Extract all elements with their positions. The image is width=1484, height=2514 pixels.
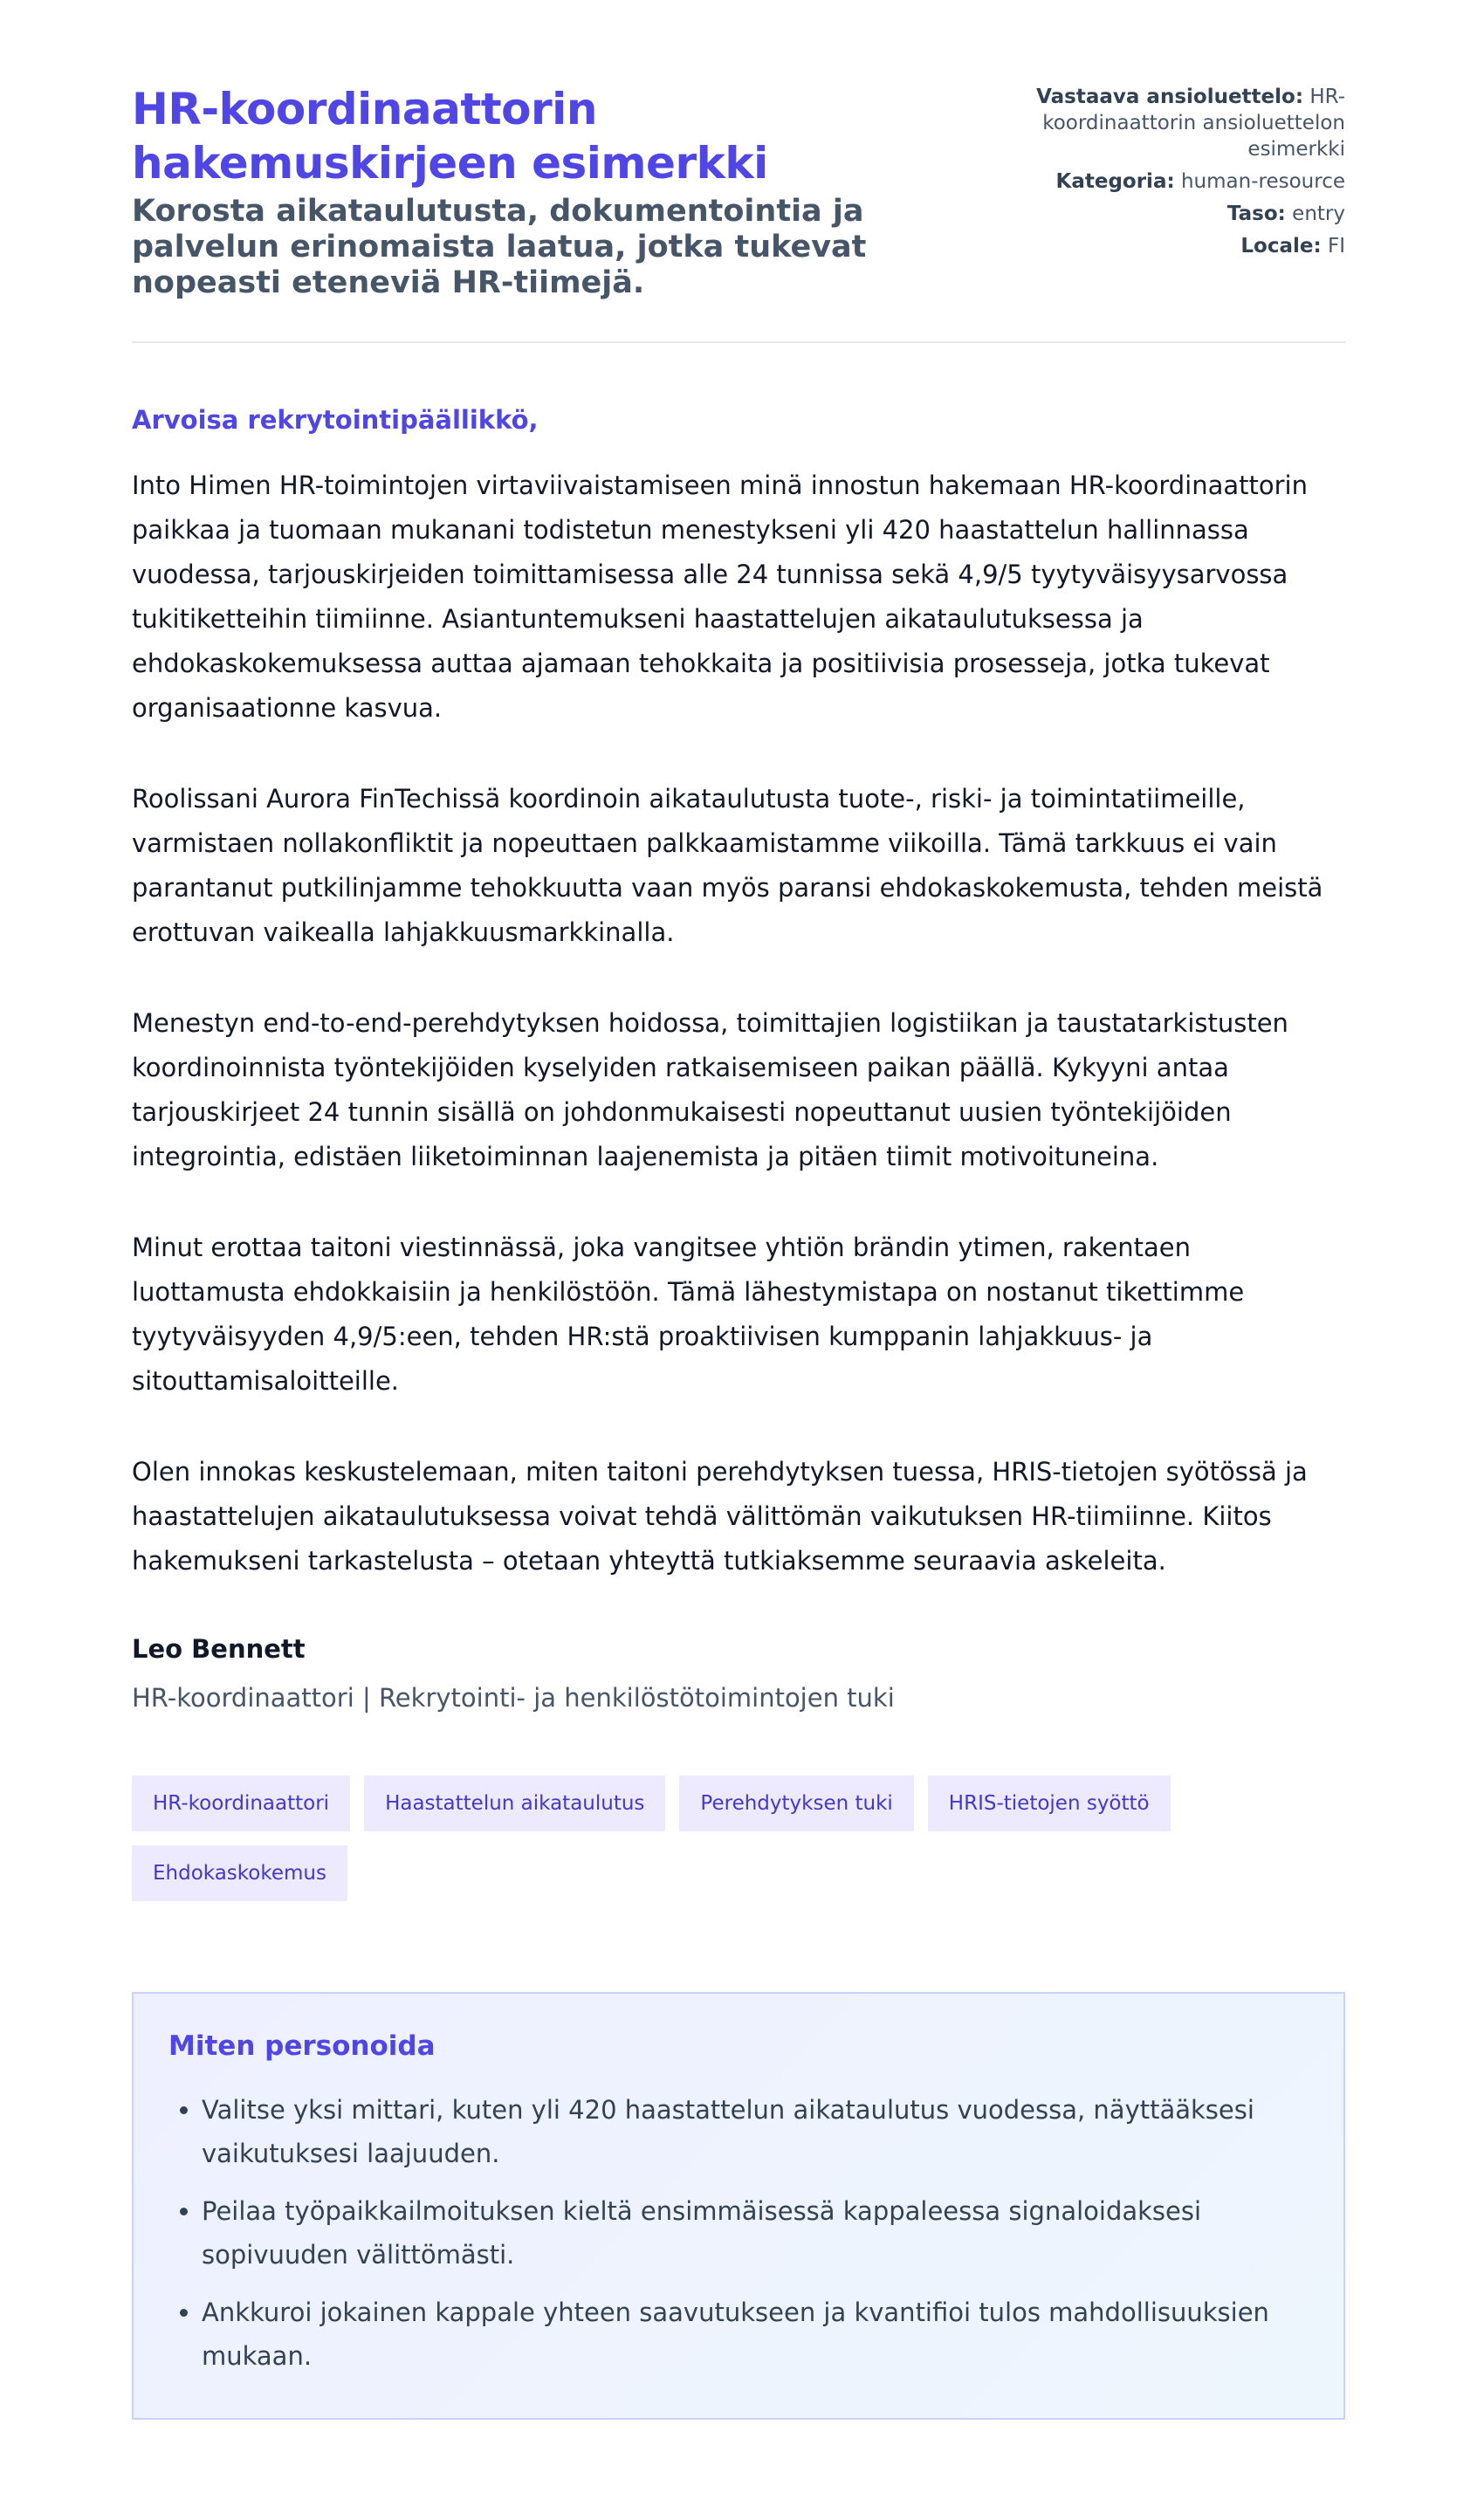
skill-tag: HRIS-tietojen syöttö — [928, 1776, 1171, 1831]
page-title: HR-koordinaattorin hakemuskirjeen esimerkki — [132, 84, 768, 189]
meta-category — [1031, 168, 1345, 195]
letter-body — [132, 464, 1345, 1583]
skill-tag: Ehdokaskokemus — [132, 1845, 347, 1901]
letter-paragraph: Olen innokas keskustelemaan, miten taitoni perehdytyksen tuessa, HRIS-tietojen syötössä ja haastattelujen aikataulutuksessa voivat tehdä välittömän vaikutuksen HR-tiimiinne. Kiitos hakemukseni tarkastelusta – otetaan yhteyttä tutkiaksemme seuraavia askeleita. — [132, 1457, 1308, 1576]
meta-value: entry — [1292, 203, 1345, 225]
letter-paragraph: Roolissani Aurora FinTechissä koordinoin aikataulutusta tuote-, riski- ja toimintatiimeille, varmistaen nollakonfliktit ja nopeuttaen palkkaamistamme viikoilla. Tämä tarkkuus ei vain parantanut putkilinjamme tehokkuutta vaan myös paransi ehdokaskokemusta, tehden meistä erottuvan vaikealla lahjakkuusmarkkinalla. — [132, 784, 1323, 947]
meta-related-resume — [1031, 84, 1345, 162]
signature-name: Leo Bennett — [132, 1634, 306, 1664]
meta-label: Vastaava ansioluettelo: — [1036, 86, 1304, 108]
tips-list — [168, 2088, 1309, 2378]
meta-label: Locale: — [1240, 235, 1322, 258]
signature-title: HR-koordinaattori | Rekrytointi- ja henkilöstötoimintojen tuki — [132, 1683, 895, 1713]
skill-tag: HR-koordinaattori — [132, 1776, 350, 1831]
meta-value: FI — [1327, 235, 1345, 258]
tips-title: Miten personoida — [168, 2030, 436, 2062]
meta-value: human-resource — [1180, 170, 1345, 193]
skill-tag: Perehdytyksen tuki — [679, 1776, 913, 1831]
document-header — [132, 82, 1345, 343]
meta-label: Kategoria: — [1055, 170, 1175, 193]
letter-paragraph: Minut erottaa taitoni viestinnässä, joka vangitsee yhtiön brändin ytimen, rakentaen luottamusta ehdokkaisiin ja henkilöstöön. Tämä lähestymistapa on nostanut tikettimme tyytyväisyyden 4,9/5:een, tehden HR:stä proaktiivisen kumppanin lahjakkuus- ja sitouttamisaloitteille. — [132, 1233, 1245, 1396]
signature-block — [132, 1632, 1345, 1714]
letter-paragraph: Menestyn end-to-end-perehdytyksen hoidossa, toimittajien logistiikan ja taustatarkistusten koordinoinnista työntekijöiden kyselyiden ratkaisemiseen paikan päällä. Kykyyni antaa tarjouskirjeet 24 tunnin sisällä on johdonmukaisesti nopeuttanut uusien työntekijöiden integrointia, edistäen liiketoiminnan laajenemista ja pitäen tiimit motivoituneina. — [132, 1008, 1288, 1171]
letter-salutation: Arvoisa rekrytointipäällikkö, — [132, 405, 539, 435]
meta-value: HR-koordinaattorin ansioluettelon esimerkki — [1042, 86, 1345, 161]
metadata-panel — [1031, 82, 1345, 265]
meta-locale — [1031, 233, 1345, 259]
meta-label: Taso: — [1226, 203, 1286, 225]
skill-tags — [132, 1776, 1267, 1901]
page-subtitle: Korosta aikataulutusta, dokumentointia ja palvelun erinomaista laatua, jotka tukevat nopeasti eteneviä HR-tiimejä. — [132, 194, 867, 300]
meta-level — [1031, 201, 1345, 227]
cover-letter-page — [132, 0, 1345, 2420]
skill-tag: Haastattelun aikataulutus — [364, 1776, 665, 1831]
title-block — [132, 82, 970, 301]
letter-paragraph: Into Himen HR-toimintojen virtaviivaistamiseen minä innostun hakemaan HR-koordinaattorin paikkaa ja tuomaan mukanani todistetun menestykseni yli 420 haastattelun hallinnassa vuodessa, tarjouskirjeiden toimittamisessa alle 24 tunnissa sekä 4,9/5 tyytyväisyysarvossa tukitiketteihin tiimiinne. Asiantuntemukseni haastattelujen aikataulutuksessa ja ehdokaskokemuksessa auttaa ajamaan tehokkaita ja positiivisia prosesseja, jotka tukevat organisaationne kasvua. — [132, 471, 1308, 723]
tip-item: • Valitse yksi mittari, kuten yli 420 haastattelun aikataulutus vuodessa, näyttääksesi vaikutuksesi laajuuden. — [202, 2088, 1309, 2175]
personalization-tips-box — [132, 1992, 1345, 2420]
tip-item: • Ankkuroi jokainen kappale yhteen saavutukseen ja kvantifioi tulos mahdollisuuksien mukaan. — [202, 2291, 1309, 2378]
tip-item: • Peilaa työpaikkailmoituksen kieltä ensimmäisessä kappaleessa signaloidaksesi sopivuuden välittömästi. — [202, 2189, 1309, 2277]
